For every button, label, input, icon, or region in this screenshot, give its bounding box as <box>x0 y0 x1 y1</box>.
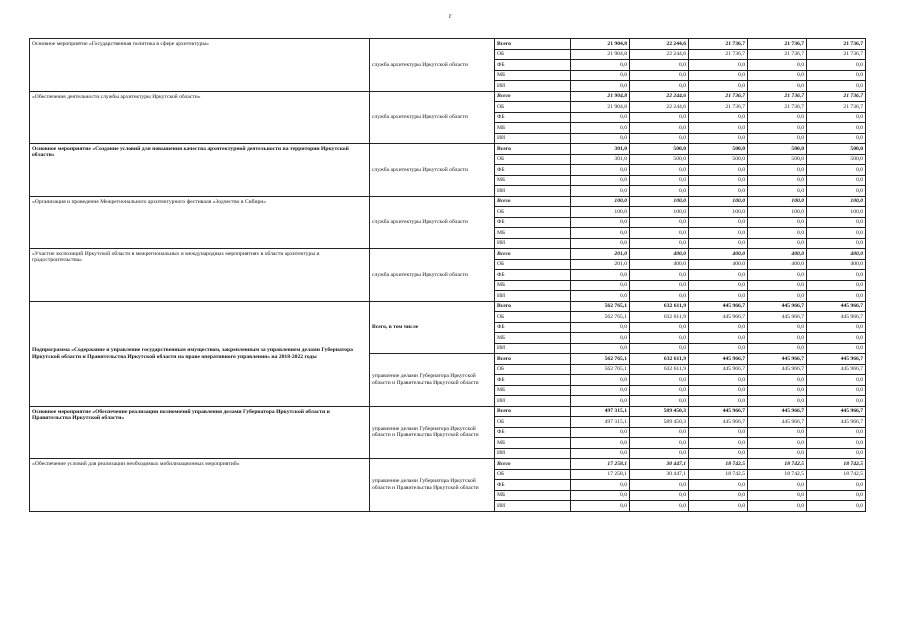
funding-source-cell: МБ <box>495 70 571 81</box>
value-cell: 400,0 <box>630 259 689 270</box>
value-cell: 0,0 <box>807 385 866 396</box>
value-cell: 0,0 <box>630 123 689 134</box>
funding-source-cell: ОБ <box>495 417 571 428</box>
value-cell: 0,0 <box>689 385 748 396</box>
funding-source-cell: МБ <box>495 280 571 291</box>
value-cell: 0,0 <box>571 490 630 501</box>
value-cell: 0,0 <box>630 448 689 459</box>
value-cell: 0,0 <box>630 490 689 501</box>
responsible-cell: служба архитектуры Иркутской области <box>370 144 495 197</box>
value-cell: 0,0 <box>689 322 748 333</box>
table-row <box>30 406 866 417</box>
value-cell: 445 966,7 <box>807 354 866 365</box>
responsible-cell: управление делами Губернатора Иркутской области и Правительства Иркутской области <box>370 459 495 512</box>
event-name-cell: Основное мероприятие «Обеспечение реализации полномочий управления делами Губернатора Иркутской области и Правительства Иркутской области» <box>30 406 370 459</box>
funding-source-cell: ИИ <box>495 343 571 354</box>
funding-source-cell: МБ <box>495 123 571 134</box>
value-cell: 500,0 <box>807 144 866 155</box>
value-cell: 0,0 <box>689 60 748 71</box>
value-cell: 0,0 <box>748 217 807 228</box>
value-cell: 0,0 <box>807 175 866 186</box>
value-cell: 100,0 <box>689 207 748 218</box>
funding-source-cell: МБ <box>495 175 571 186</box>
value-cell: 0,0 <box>571 396 630 407</box>
funding-source-cell: ОБ <box>495 312 571 323</box>
value-cell: 0,0 <box>571 291 630 302</box>
table-row <box>30 459 866 470</box>
value-cell: 0,0 <box>807 165 866 176</box>
value-cell: 0,0 <box>807 480 866 491</box>
value-cell: 0,0 <box>807 291 866 302</box>
responsible-cell: служба архитектуры Иркутской области <box>370 39 495 92</box>
value-cell: 500,0 <box>630 144 689 155</box>
value-cell: 21 736,7 <box>689 49 748 60</box>
value-cell: 0,0 <box>748 448 807 459</box>
value-cell: 0,0 <box>748 375 807 386</box>
responsible-cell: управление делами Губернатора Иркутской области и Правительства Иркутской области <box>370 354 495 407</box>
table-row <box>30 196 866 207</box>
funding-source-cell: ФБ <box>495 375 571 386</box>
value-cell: 445 966,7 <box>748 417 807 428</box>
value-cell: 0,0 <box>630 217 689 228</box>
value-cell: 0,0 <box>630 186 689 197</box>
value-cell: 30 447,1 <box>630 459 689 470</box>
value-cell: 0,0 <box>748 343 807 354</box>
value-cell: 445 966,7 <box>689 406 748 417</box>
value-cell: 0,0 <box>630 133 689 144</box>
value-cell: 0,0 <box>748 123 807 134</box>
value-cell: 0,0 <box>748 186 807 197</box>
value-cell: 0,0 <box>689 112 748 123</box>
value-cell: 0,0 <box>571 228 630 239</box>
value-cell: 0,0 <box>630 343 689 354</box>
value-cell: 445 966,7 <box>748 364 807 375</box>
value-cell: 0,0 <box>807 438 866 449</box>
value-cell: 562 765,1 <box>571 364 630 375</box>
responsible-cell: служба архитектуры Иркутской области <box>370 249 495 302</box>
table-row <box>30 249 866 260</box>
value-cell: 445 966,7 <box>807 312 866 323</box>
value-cell: 0,0 <box>689 165 748 176</box>
funding-source-cell: Всего <box>495 301 571 312</box>
value-cell: 0,0 <box>571 322 630 333</box>
value-cell: 0,0 <box>807 333 866 344</box>
value-cell: 0,0 <box>748 112 807 123</box>
value-cell: 0,0 <box>630 175 689 186</box>
value-cell: 21 904,8 <box>571 39 630 50</box>
value-cell: 562 765,1 <box>571 312 630 323</box>
funding-source-cell: Всего <box>495 39 571 50</box>
value-cell: 0,0 <box>689 280 748 291</box>
funding-source-cell: Всего <box>495 406 571 417</box>
value-cell: 0,0 <box>689 448 748 459</box>
value-cell: 500,0 <box>630 154 689 165</box>
value-cell: 0,0 <box>807 280 866 291</box>
value-cell: 0,0 <box>748 396 807 407</box>
value-cell: 100,0 <box>748 196 807 207</box>
value-cell: 0,0 <box>748 81 807 92</box>
responsible-cell: управление делами Губернатора Иркутской области и Правительства Иркутской области <box>370 406 495 459</box>
value-cell: 445 966,7 <box>807 406 866 417</box>
value-cell: 0,0 <box>689 238 748 249</box>
funding-source-cell: Всего <box>495 144 571 155</box>
value-cell: 0,0 <box>689 81 748 92</box>
value-cell: 500,0 <box>748 144 807 155</box>
table-row <box>30 144 866 155</box>
value-cell: 0,0 <box>630 60 689 71</box>
funding-source-cell: ИИ <box>495 133 571 144</box>
value-cell: 21 736,7 <box>807 91 866 102</box>
value-cell: 0,0 <box>748 291 807 302</box>
value-cell: 0,0 <box>630 238 689 249</box>
budget-table <box>29 38 866 512</box>
value-cell: 0,0 <box>807 228 866 239</box>
value-cell: 0,0 <box>689 270 748 281</box>
value-cell: 500,0 <box>689 154 748 165</box>
value-cell: 0,0 <box>571 480 630 491</box>
funding-source-cell: ФБ <box>495 322 571 333</box>
value-cell: 589 450,3 <box>630 406 689 417</box>
funding-source-cell: МБ <box>495 228 571 239</box>
table-row <box>30 39 866 50</box>
value-cell: 400,0 <box>689 259 748 270</box>
funding-source-cell: Всего <box>495 91 571 102</box>
funding-source-cell: ИИ <box>495 396 571 407</box>
value-cell: 0,0 <box>630 112 689 123</box>
value-cell: 445 966,7 <box>689 364 748 375</box>
table-row <box>30 91 866 102</box>
funding-source-cell: ФБ <box>495 60 571 71</box>
funding-source-cell: Всего <box>495 249 571 260</box>
subprogram-name-cell: Подпрограмма «Содержание и управление государственным имуществом, закрепленным за управлением делами Губернатора Иркутской области и Правительства Иркутской области на праве оперативного управления» на 2018-2022 годы <box>30 301 370 406</box>
value-cell: 0,0 <box>748 238 807 249</box>
value-cell: 21 736,7 <box>748 39 807 50</box>
value-cell: 100,0 <box>630 196 689 207</box>
funding-source-cell: ФБ <box>495 217 571 228</box>
value-cell: 0,0 <box>748 280 807 291</box>
responsible-cell: Всего, в том числе <box>370 301 495 354</box>
event-name-cell: «Организация и проведение Межрегионального архитектурного фестиваля «Зодчество в Сибири» <box>30 196 370 249</box>
value-cell: 400,0 <box>689 249 748 260</box>
funding-source-cell: ИИ <box>495 238 571 249</box>
value-cell: 0,0 <box>689 333 748 344</box>
value-cell: 22 244,6 <box>630 39 689 50</box>
value-cell: 445 966,7 <box>807 417 866 428</box>
value-cell: 0,0 <box>689 490 748 501</box>
value-cell: 0,0 <box>807 123 866 134</box>
value-cell: 21 904,8 <box>571 91 630 102</box>
funding-source-cell: ОБ <box>495 207 571 218</box>
value-cell: 0,0 <box>748 175 807 186</box>
value-cell: 301,0 <box>571 154 630 165</box>
funding-source-cell: ОБ <box>495 49 571 60</box>
value-cell: 0,0 <box>571 427 630 438</box>
value-cell: 0,0 <box>689 427 748 438</box>
funding-source-cell: ОБ <box>495 154 571 165</box>
value-cell: 562 765,1 <box>571 354 630 365</box>
value-cell: 0,0 <box>807 448 866 459</box>
value-cell: 445 966,7 <box>689 312 748 323</box>
event-name-cell: «Обеспечение деятельности службы архитектуры Иркутской области» <box>30 91 370 144</box>
value-cell: 0,0 <box>571 343 630 354</box>
value-cell: 100,0 <box>807 196 866 207</box>
funding-source-cell: ОБ <box>495 469 571 480</box>
value-cell: 0,0 <box>748 228 807 239</box>
value-cell: 0,0 <box>689 133 748 144</box>
value-cell: 21 904,8 <box>571 49 630 60</box>
value-cell: 0,0 <box>571 270 630 281</box>
value-cell: 445 966,7 <box>807 301 866 312</box>
value-cell: 0,0 <box>571 112 630 123</box>
value-cell: 445 966,7 <box>689 354 748 365</box>
value-cell: 632 611,9 <box>630 301 689 312</box>
value-cell: 18 742,5 <box>748 459 807 470</box>
value-cell: 0,0 <box>748 333 807 344</box>
value-cell: 18 742,5 <box>807 459 866 470</box>
value-cell: 0,0 <box>689 375 748 386</box>
funding-source-cell: ИИ <box>495 501 571 512</box>
value-cell: 0,0 <box>807 490 866 501</box>
value-cell: 0,0 <box>689 291 748 302</box>
value-cell: 201,0 <box>571 249 630 260</box>
value-cell: 100,0 <box>630 207 689 218</box>
value-cell: 100,0 <box>689 196 748 207</box>
value-cell: 0,0 <box>571 385 630 396</box>
funding-source-cell: ОБ <box>495 102 571 113</box>
value-cell: 22 244,6 <box>630 49 689 60</box>
value-cell: 0,0 <box>571 175 630 186</box>
responsible-cell: служба архитектуры Иркутской области <box>370 91 495 144</box>
value-cell: 0,0 <box>689 343 748 354</box>
value-cell: 497 315,1 <box>571 406 630 417</box>
value-cell: 0,0 <box>807 60 866 71</box>
value-cell: 0,0 <box>571 133 630 144</box>
value-cell: 0,0 <box>571 280 630 291</box>
value-cell: 445 966,7 <box>689 301 748 312</box>
value-cell: 0,0 <box>748 133 807 144</box>
value-cell: 0,0 <box>630 480 689 491</box>
funding-source-cell: ФБ <box>495 480 571 491</box>
value-cell: 0,0 <box>571 333 630 344</box>
funding-source-cell: Всего <box>495 354 571 365</box>
funding-source-cell: ФБ <box>495 270 571 281</box>
value-cell: 0,0 <box>748 70 807 81</box>
value-cell: 0,0 <box>689 228 748 239</box>
value-cell: 400,0 <box>630 249 689 260</box>
value-cell: 0,0 <box>630 70 689 81</box>
value-cell: 0,0 <box>571 438 630 449</box>
value-cell: 0,0 <box>571 60 630 71</box>
value-cell: 0,0 <box>630 81 689 92</box>
value-cell: 0,0 <box>630 322 689 333</box>
value-cell: 0,0 <box>748 501 807 512</box>
value-cell: 0,0 <box>807 427 866 438</box>
value-cell: 0,0 <box>571 238 630 249</box>
value-cell: 0,0 <box>807 217 866 228</box>
value-cell: 21 736,7 <box>748 91 807 102</box>
value-cell: 0,0 <box>807 238 866 249</box>
value-cell: 632 611,9 <box>630 364 689 375</box>
value-cell: 21 736,7 <box>689 39 748 50</box>
funding-source-cell: ОБ <box>495 364 571 375</box>
value-cell: 100,0 <box>807 207 866 218</box>
value-cell: 21 904,8 <box>571 102 630 113</box>
value-cell: 0,0 <box>748 322 807 333</box>
value-cell: 0,0 <box>571 165 630 176</box>
responsible-cell: служба архитектуры Иркутской области <box>370 196 495 249</box>
value-cell: 21 736,7 <box>748 102 807 113</box>
value-cell: 400,0 <box>807 259 866 270</box>
funding-source-cell: МБ <box>495 438 571 449</box>
value-cell: 0,0 <box>630 375 689 386</box>
value-cell: 0,0 <box>748 438 807 449</box>
value-cell: 0,0 <box>689 501 748 512</box>
value-cell: 0,0 <box>807 112 866 123</box>
value-cell: 22 244,6 <box>630 102 689 113</box>
value-cell: 0,0 <box>748 270 807 281</box>
value-cell: 0,0 <box>807 501 866 512</box>
value-cell: 21 736,7 <box>807 39 866 50</box>
value-cell: 0,0 <box>807 375 866 386</box>
event-name-cell: «Участие экспозиций Иркутской области в межрегиональных и международных мероприятиях в области архитектуры и градостроительства» <box>30 249 370 302</box>
value-cell: 0,0 <box>630 501 689 512</box>
event-name-cell: «Обеспечение условий для реализации необходимых мобилизационных мероприятий» <box>30 459 370 512</box>
value-cell: 0,0 <box>571 186 630 197</box>
value-cell: 0,0 <box>748 60 807 71</box>
value-cell: 445 966,7 <box>748 301 807 312</box>
value-cell: 0,0 <box>807 186 866 197</box>
value-cell: 0,0 <box>689 186 748 197</box>
value-cell: 30 447,1 <box>630 469 689 480</box>
event-name-cell: Основное мероприятие «Создание условий для повышения качества архитектурной деятельности на территории Иркутской области» <box>30 144 370 197</box>
value-cell: 445 966,7 <box>748 312 807 323</box>
value-cell: 0,0 <box>630 333 689 344</box>
value-cell: 21 736,7 <box>807 102 866 113</box>
funding-source-cell: ФБ <box>495 165 571 176</box>
value-cell: 632 611,9 <box>630 354 689 365</box>
value-cell: 632 611,9 <box>630 312 689 323</box>
funding-source-cell: ИИ <box>495 186 571 197</box>
value-cell: 0,0 <box>571 217 630 228</box>
event-name-cell: Основное мероприятие «Государственная политика в сфере архитектуры» <box>30 39 370 92</box>
value-cell: 0,0 <box>630 280 689 291</box>
value-cell: 0,0 <box>689 175 748 186</box>
value-cell: 0,0 <box>689 396 748 407</box>
value-cell: 497 315,1 <box>571 417 630 428</box>
value-cell: 0,0 <box>748 385 807 396</box>
value-cell: 0,0 <box>807 133 866 144</box>
value-cell: 21 736,7 <box>748 49 807 60</box>
funding-source-cell: ФБ <box>495 112 571 123</box>
value-cell: 0,0 <box>807 81 866 92</box>
value-cell: 21 736,7 <box>689 102 748 113</box>
value-cell: 201,0 <box>571 259 630 270</box>
value-cell: 589 450,3 <box>630 417 689 428</box>
value-cell: 562 765,1 <box>571 301 630 312</box>
funding-source-cell: Всего <box>495 459 571 470</box>
value-cell: 0,0 <box>748 490 807 501</box>
value-cell: 445 966,7 <box>748 406 807 417</box>
value-cell: 0,0 <box>748 165 807 176</box>
value-cell: 17 258,1 <box>571 469 630 480</box>
value-cell: 0,0 <box>630 385 689 396</box>
value-cell: 18 742,5 <box>748 469 807 480</box>
value-cell: 400,0 <box>807 249 866 260</box>
value-cell: 0,0 <box>748 427 807 438</box>
value-cell: 0,0 <box>807 396 866 407</box>
value-cell: 0,0 <box>807 270 866 281</box>
value-cell: 0,0 <box>689 480 748 491</box>
funding-source-cell: ФБ <box>495 427 571 438</box>
value-cell: 21 736,7 <box>689 91 748 102</box>
value-cell: 0,0 <box>689 217 748 228</box>
value-cell: 18 742,5 <box>689 459 748 470</box>
value-cell: 0,0 <box>689 123 748 134</box>
value-cell: 18 742,5 <box>807 469 866 480</box>
value-cell: 400,0 <box>748 259 807 270</box>
value-cell: 0,0 <box>807 343 866 354</box>
value-cell: 500,0 <box>807 154 866 165</box>
funding-source-cell: ИИ <box>495 291 571 302</box>
value-cell: 21 736,7 <box>807 49 866 60</box>
value-cell: 0,0 <box>630 438 689 449</box>
value-cell: 0,0 <box>571 123 630 134</box>
funding-source-cell: ИИ <box>495 81 571 92</box>
value-cell: 400,0 <box>748 249 807 260</box>
value-cell: 500,0 <box>748 154 807 165</box>
table-row <box>30 301 866 312</box>
page-mark: г <box>449 12 452 20</box>
value-cell: 0,0 <box>571 81 630 92</box>
value-cell: 445 966,7 <box>689 417 748 428</box>
value-cell: 0,0 <box>630 270 689 281</box>
funding-source-cell: Всего <box>495 196 571 207</box>
value-cell: 0,0 <box>630 291 689 302</box>
value-cell: 0,0 <box>748 480 807 491</box>
value-cell: 0,0 <box>630 165 689 176</box>
value-cell: 0,0 <box>571 70 630 81</box>
value-cell: 22 244,6 <box>630 91 689 102</box>
value-cell: 100,0 <box>571 207 630 218</box>
value-cell: 0,0 <box>689 70 748 81</box>
value-cell: 0,0 <box>571 375 630 386</box>
funding-source-cell: ОБ <box>495 259 571 270</box>
value-cell: 100,0 <box>748 207 807 218</box>
funding-source-cell: ИИ <box>495 448 571 459</box>
value-cell: 0,0 <box>571 501 630 512</box>
value-cell: 0,0 <box>571 448 630 459</box>
value-cell: 0,0 <box>807 322 866 333</box>
table-body <box>30 39 866 512</box>
value-cell: 100,0 <box>571 196 630 207</box>
value-cell: 301,0 <box>571 144 630 155</box>
funding-source-cell: МБ <box>495 490 571 501</box>
value-cell: 18 742,5 <box>689 469 748 480</box>
funding-source-cell: МБ <box>495 385 571 396</box>
value-cell: 17 258,1 <box>571 459 630 470</box>
value-cell: 0,0 <box>630 427 689 438</box>
value-cell: 0,0 <box>630 228 689 239</box>
value-cell: 0,0 <box>807 70 866 81</box>
value-cell: 500,0 <box>689 144 748 155</box>
value-cell: 0,0 <box>689 438 748 449</box>
value-cell: 445 966,7 <box>807 364 866 375</box>
value-cell: 0,0 <box>630 396 689 407</box>
value-cell: 445 966,7 <box>748 354 807 365</box>
funding-source-cell: МБ <box>495 333 571 344</box>
